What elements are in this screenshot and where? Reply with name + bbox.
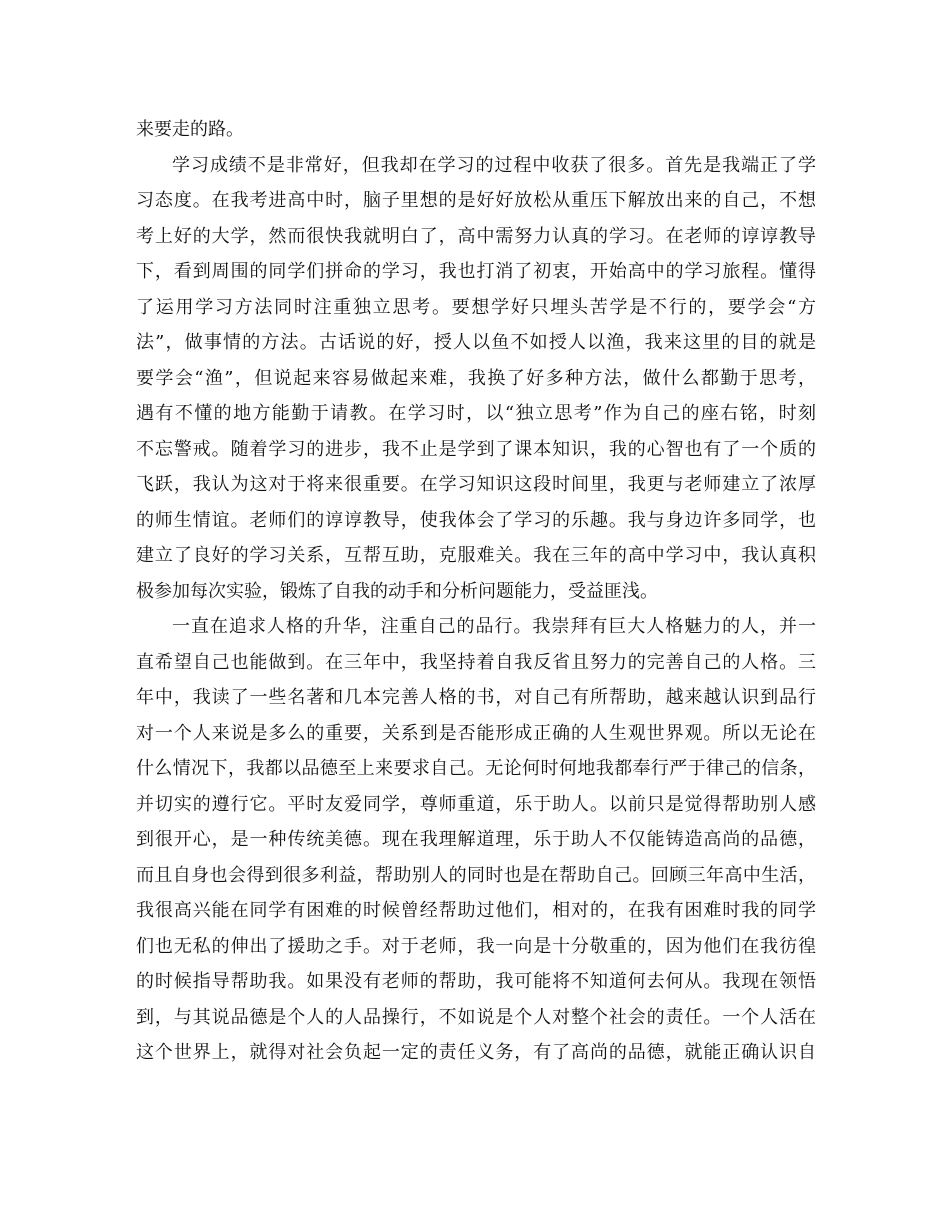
text-line: 下，看到周围的同学们拼命的学习，我也打消了初衷，开始高中的学习旅程。懂得 bbox=[136, 261, 816, 282]
text-line: 习态度。在我考进高中时，脑子里想的是好好放松从重压下解放出来的自己，不想 bbox=[136, 190, 816, 211]
text-line: 要学会“渔”，但说起来容易做起来难，我换了好多种方法，做什么都勤于思考， bbox=[136, 367, 816, 389]
text-line: 什么情况下，我都以品德至上来要求自己。无论何时何地我都奉行严于律己的信条， bbox=[136, 758, 816, 779]
text-line: 我很高兴能在同学有困难的时候曾经帮助过他们，相对的，在我有困难时我的同学 bbox=[136, 900, 816, 921]
text-line: 年中，我读了一些名著和几本完善人格的书，对自己有所帮助，越来越认识到品行 bbox=[136, 687, 816, 708]
document-body bbox=[136, 112, 816, 1071]
text-line: 这个世界上，就得对社会负起一定的责任义务，有了高尚的品德，就能正确认识自 bbox=[136, 1042, 816, 1063]
text-line: 并切实的遵行它。平时友爱同学，尊师重道，乐于助人。以前只是觉得帮助别人感 bbox=[136, 793, 816, 815]
text-line: 到很开心，是一种传统美德。现在我理解道理，乐于助人不仅能铸造高尚的品德， bbox=[136, 829, 816, 850]
text-line: 学习成绩不是非常好，但我却在学习的过程中收获了很多。首先是我端正了学 bbox=[172, 154, 816, 176]
text-line: 的师生情谊。老师们的谆谆教导，使我体会了学习的乐趣。我与身边许多同学，也 bbox=[136, 509, 816, 531]
text-line: 的时候指导帮助我。如果没有老师的帮助，我可能将不知道何去何从。我现在领悟 bbox=[136, 971, 816, 992]
text-line: 一直在追求人格的升华，注重自己的品行。我崇拜有巨大人格魅力的人，并一 bbox=[172, 616, 816, 637]
text-line: 而且自身也会得到很多利益，帮助别人的同时也是在帮助自己。回顾三年高中生活， bbox=[136, 864, 816, 886]
text-line: 了运用学习方法同时注重独立思考。要想学好只埋头苦学是不行的，要学会“方 bbox=[136, 296, 816, 318]
text-line: 考上好的大学，然而很快我就明白了，高中需努力认真的学习。在老师的谆谆教导 bbox=[136, 225, 816, 247]
text-line: 遇有不懂的地方能勤于请教。在学习时，以“独立思考”作为自己的座右铭，时刻 bbox=[136, 403, 816, 424]
text-line: 极参加每次实验，锻炼了自我的动手和分析问题能力，受益匪浅。 bbox=[136, 580, 658, 602]
text-line: 不忘警戒。随着学习的进步，我不止是学到了课本知识，我的心智也有了一个质的 bbox=[136, 438, 816, 460]
text-line: 建立了良好的学习关系，互帮互助，克服难关。我在三年的高中学习中，我认真积 bbox=[136, 545, 816, 566]
text-line: 对一个人来说是多么的重要，关系到是否能形成正确的人生观世界观。所以无论在 bbox=[136, 722, 816, 744]
text-line: 们也无私的伸出了援助之手。对于老师，我一向是十分敬重的，因为他们在我彷徨 bbox=[136, 935, 816, 957]
text-line: 直希望自己也能做到。在三年中，我坚持着自我反省且努力的完善自己的人格。三 bbox=[136, 651, 816, 673]
text-line: 到，与其说品德是个人的人品操行，不如说是个人对整个社会的责任。一个人活在 bbox=[136, 1006, 816, 1028]
text-line: 来要走的路。 bbox=[136, 119, 244, 140]
text-line: 法”，做事情的方法。古话说的好，授人以鱼不如授人以渔，我来这里的目的就是 bbox=[136, 332, 816, 353]
text-line: 飞跃，我认为这对于将来很重要。在学习知识这段时间里，我更与老师建立了浓厚 bbox=[136, 474, 816, 495]
